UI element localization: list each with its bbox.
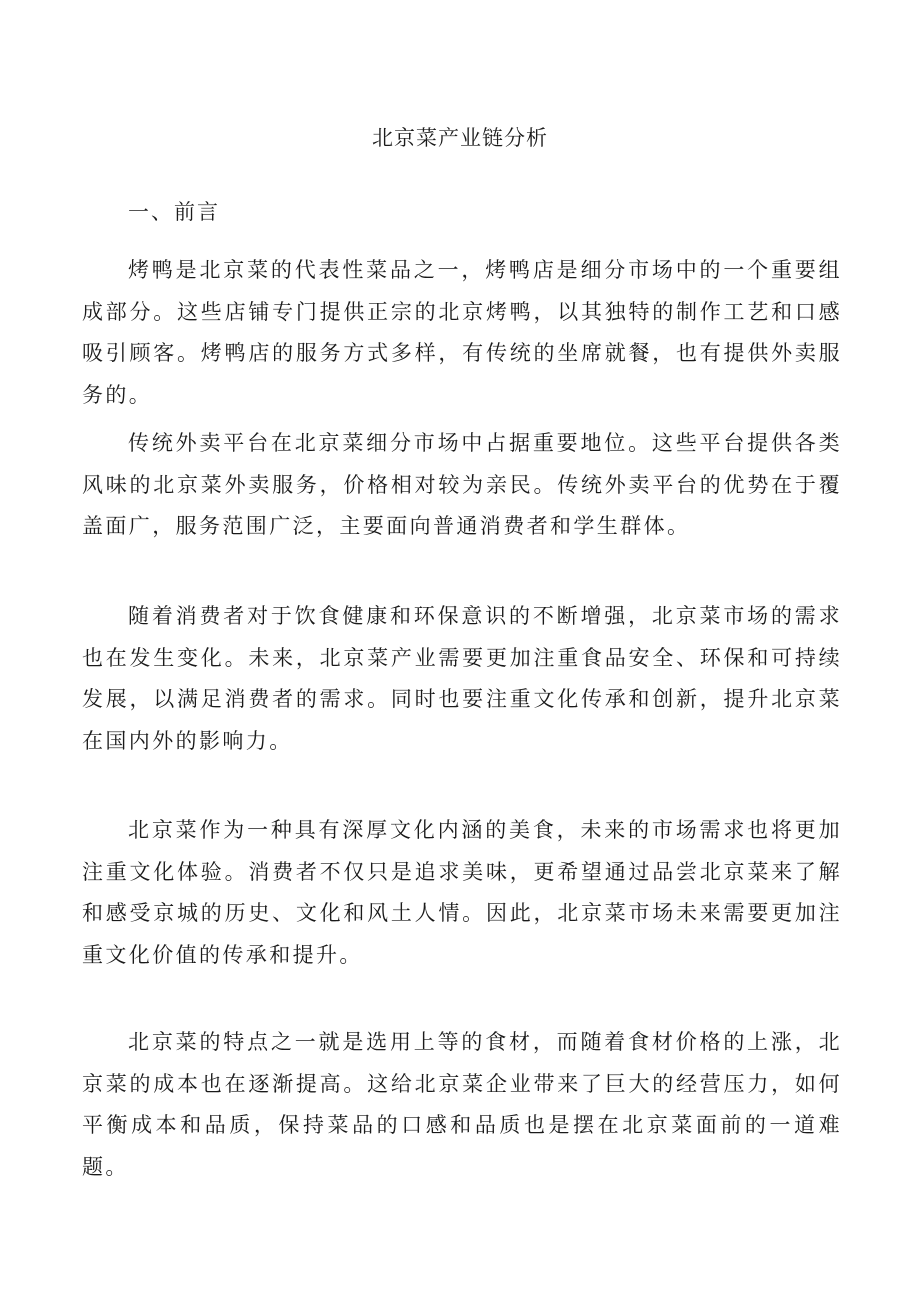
paragraph-ingredient-cost: 北京菜的特点之一就是选用上等的食材，而随着食材价格的上涨，北京菜的成本也在逐渐提高。这给北京菜企业带来了巨大的经营压力，如何平衡成本和品质，保持菜品的口感和品质也是摆在北京菜面前的一道难题。 (82, 1030, 842, 1179)
paragraph-takeout-platforms: 传统外卖平台在北京菜细分市场中占据重要地位。这些平台提供各类风味的北京菜外卖服务，价格相对较为亲民。传统外卖平台的优势在于覆盖面广，服务范围广泛，主要面向普通消费者和学生群体。 (82, 431, 842, 538)
document-title: 北京菜产业链分析 (372, 126, 548, 150)
paragraph-market-demand: 随着消费者对于饮食健康和环保意识的不断增强，北京菜市场的需求也在发生变化。未来，北京菜产业需要更加注重食品安全、环保和可持续发展，以满足消费者的需求。同时也要注重文化传承和创新，提升北京菜在国内外的影响力。 (82, 604, 842, 753)
paragraph-roast-duck: 烤鸭是北京菜的代表性菜品之一，烤鸭店是细分市场中的一个重要组成部分。这些店铺专门提供正宗的北京烤鸭，以其独特的制作工艺和口感吸引顾客。烤鸭店的服务方式多样，有传统的坐席就餐，也有提供外卖服务的。 (82, 258, 842, 407)
paragraph-cultural-experience: 北京菜作为一种具有深厚文化内涵的美食，未来的市场需求也将更加注重文化体验。消费者不仅只是追求美味，更希望通过品尝北京菜来了解和感受京城的历史、文化和风土人情。因此，北京菜市场未来需要更加注重文化价值的传承和提升。 (82, 818, 842, 967)
section-heading: 一、前言 (128, 200, 220, 224)
